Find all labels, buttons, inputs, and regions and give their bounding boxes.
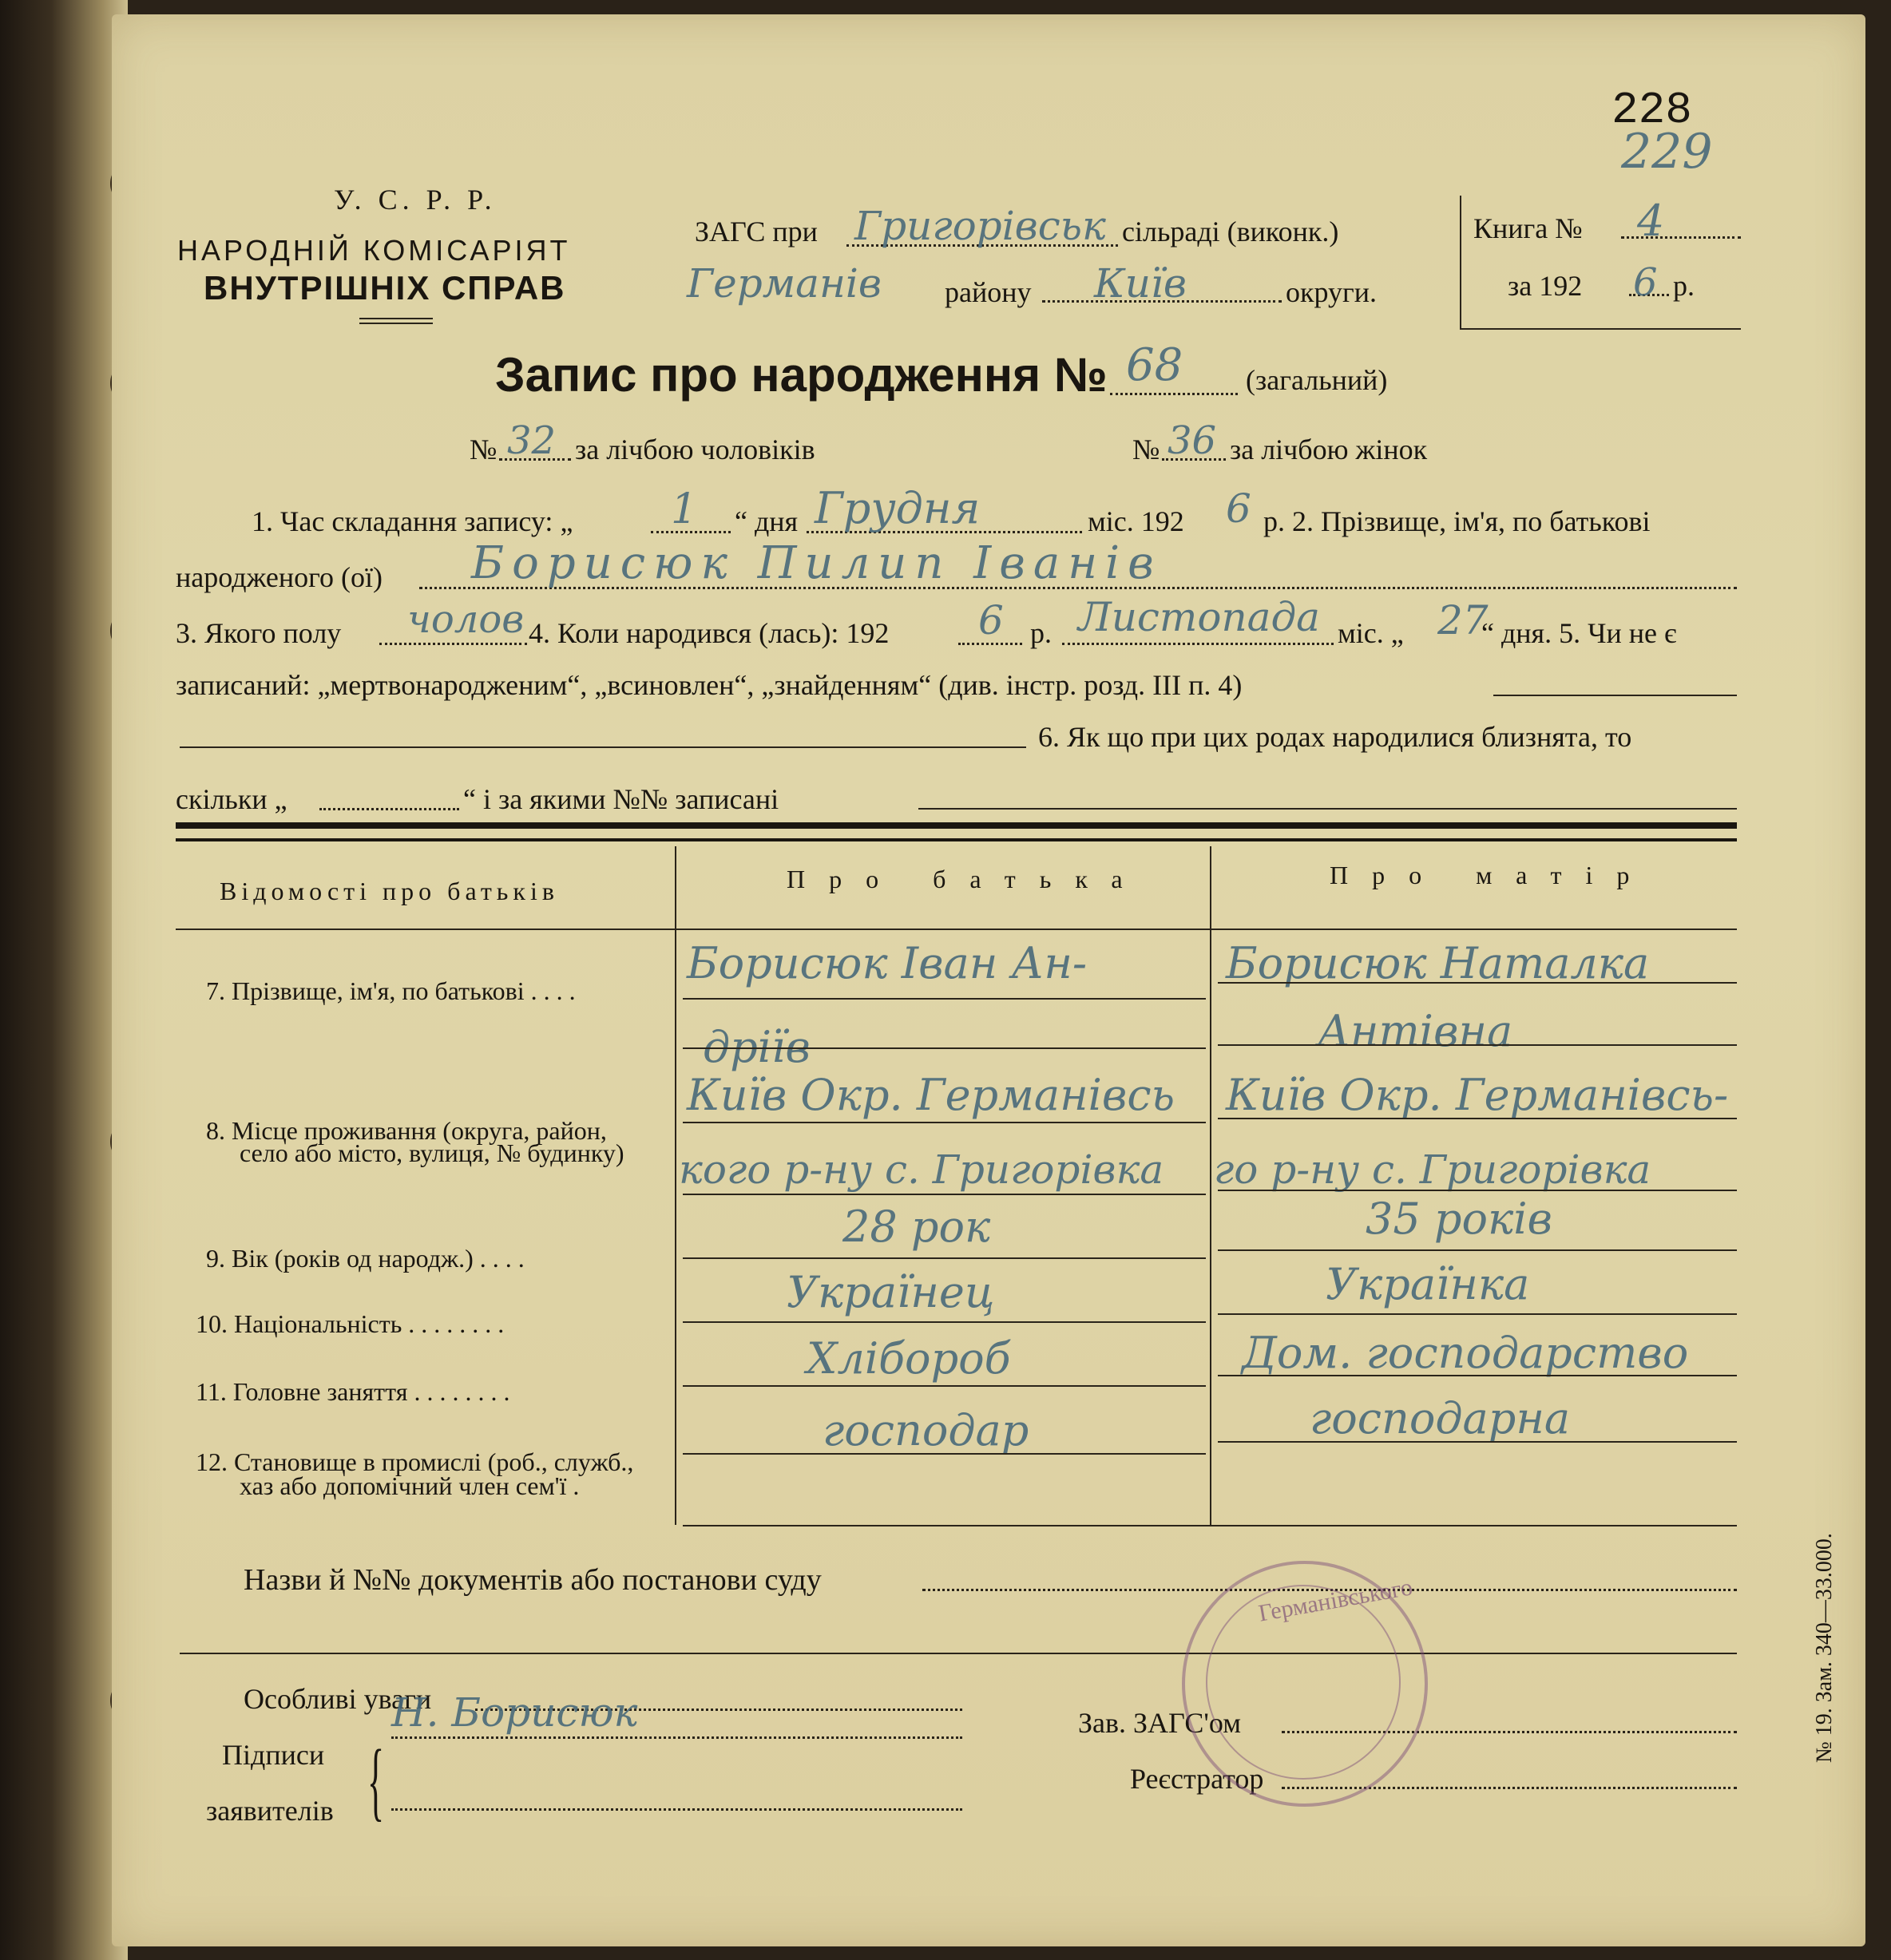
row-line [683,1122,1206,1123]
book-label: Книга № [1473,212,1583,244]
field1-day-value: 1 [671,485,698,533]
header-rule [359,323,433,324]
row7-father: Борисюк Іван Ан- [687,938,1088,988]
field4-r: р. [1030,617,1052,649]
field3-label: 3. Якого полу [176,617,342,649]
header-rule [359,318,433,319]
book-year-value: 6 [1633,260,1658,305]
row10-label: 10. Національність . . . . . . . . [196,1309,505,1338]
row8-father: Київ Окр. Германівсь [687,1070,1175,1120]
row-line [683,1257,1206,1259]
row12-father: господар [823,1405,1029,1455]
notes-label: Особливі уваги [244,1683,432,1715]
row9-father: 28 рок [842,1202,991,1252]
field4-month-line [1062,643,1334,645]
signatures-brace: { [367,1732,385,1829]
row8-father-2: кого р-ну с. Григорівка [679,1146,1164,1193]
male-count-prefix: № [470,434,498,465]
row-line [1218,1190,1737,1191]
row-line [683,1385,1206,1387]
row-line [1218,1441,1737,1443]
row7-mother-2: Антівна [1318,1006,1513,1056]
side-print: № 19. Зам. 340—33.000. [1812,1533,1837,1763]
okrug-label: округи. [1286,276,1378,308]
book-box-left [1460,196,1461,330]
district-label: району [945,276,1032,308]
field6b-label-a: скільки „ [176,783,287,815]
book-year-suffix: р. [1673,270,1695,302]
table-col1-header: Відомості про батьків [220,877,559,905]
row9-mother: 35 років [1366,1194,1552,1244]
field1-mis: міс. 192 [1088,505,1184,537]
table-col-divider-1 [675,846,676,1525]
table-col-divider-2 [1210,846,1211,1525]
row12-label-2: хаз або допомічний член сем'ї . [240,1471,580,1500]
field4-year-value: 6 [978,597,1004,643]
twins-count-line [319,808,459,810]
field4-mis: міс. „ [1338,617,1404,649]
female-count-label: за лічбою жінок [1230,434,1428,465]
signature-value: Н. Борисюк [391,1689,638,1736]
row-line [683,1525,1737,1526]
row11-mother: Дом. господарство [1242,1328,1689,1378]
row11-father: Хлібороб [807,1333,1011,1384]
table-top-rule [176,822,1737,829]
row10-mother: Українка [1326,1259,1530,1309]
field6-label: 6. Як що при цих родах народилися близнята, то [1038,721,1632,753]
field4-day-value: 27 [1437,597,1489,643]
row11-label: 11. Головне заняття . . . . . . . . [196,1377,510,1406]
row-line [1218,1118,1737,1119]
female-count-prefix: № [1132,434,1160,465]
field1-label: 1. Час складання запису: „ [252,505,573,537]
row-line [1218,1044,1737,1046]
field6b-label-b: “ і за якими №№ записані [463,783,779,815]
zags-suffix: сільраді (виконк.) [1122,216,1339,247]
row9-label: 9. Вік (років од народж.) . . . . [206,1244,525,1273]
twins-numbers-line [918,808,1737,810]
row7-mother: Борисюк Наталка [1226,938,1650,988]
field1-end: р. 2. Прізвище, ім'я, по батькові [1263,505,1651,537]
field3-line [379,643,527,645]
record-number-value: 68 [1126,339,1183,391]
book-binding [0,0,128,1960]
row-line [1218,1375,1737,1376]
head-label: Зав. ЗАГС'ом [1078,1707,1241,1739]
row7-label: 7. Прізвище, ім'я, по батькові . . . . [206,976,576,1005]
documents-line-2 [180,1653,1737,1654]
page-number: 228 [1612,85,1692,136]
male-count-label: за лічбою чоловіків [575,434,815,465]
zags-village-value: Григорівськ [854,203,1106,249]
field1-year-value: 6 [1226,485,1251,532]
book-value: 4 [1637,196,1665,246]
book-year-label: за 192 [1508,270,1583,302]
signature-line-2 [391,1808,962,1811]
field4-end: “ дня. 5. Чи не є [1481,617,1677,649]
page-number-handwritten: 229 [1621,124,1713,180]
row-line [1218,1313,1737,1315]
signatures-label2: заявителів [206,1795,334,1827]
field3-value: чолов [407,597,525,642]
record-title-suffix: (загальний) [1246,364,1388,396]
okrug-value: Київ [1094,260,1187,307]
field5-line [1493,695,1737,696]
row-line [1218,1249,1737,1251]
zags-prefix: ЗАГС при [695,216,818,247]
row8-label: 8. Місце проживання (округа, район, [206,1116,607,1145]
field1-mid: “ дня [735,505,799,537]
field2-value: Борисюк Пилип Іванів [471,537,1162,589]
row8-mother: Київ Окр. Германівсь- [1226,1070,1729,1120]
table-top-rule-2 [176,838,1737,841]
book-box-bottom [1460,328,1741,330]
row-line [683,1321,1206,1323]
row7-father-2: дріїв [703,1022,811,1072]
female-count-value: 36 [1168,418,1217,463]
ministry-line2: ВНУТРІШНІХ СПРАВ [204,269,566,307]
signature-line-1 [391,1736,962,1739]
ussr-label: У. С. Р. Р. [334,184,497,216]
field1-month-value: Грудня [815,483,981,533]
row-line [683,1453,1206,1455]
row-line [683,998,1206,1000]
field4-month-value: Листопада [1078,594,1320,640]
stamp-text: Германівського [1256,1574,1415,1627]
row10-father: Українец [787,1267,995,1317]
signatures-label1: Підписи [222,1739,325,1771]
row-line [683,1047,1206,1049]
field6-line [180,746,1026,748]
field4-label: 4. Коли народився (лась): 192 [529,617,890,649]
district-value: Германів [687,260,882,307]
documents-label: Назви й №№ документів або постанови суду [244,1563,822,1597]
field2-label: народженого (ої) [176,561,383,593]
ministry-line1: НАРОДНІЙ КОМІСАРІЯТ [177,234,571,267]
male-count-value: 32 [507,418,557,463]
row8-mother-2: го р-ну с. Григорівка [1214,1146,1651,1193]
row-line [1218,982,1737,984]
registrar-label: Реєстратор [1130,1763,1264,1795]
row-line [683,1194,1206,1195]
record-number-line [1110,393,1238,395]
row8-label-2: село або місто, вулиця, № будинку) [240,1138,624,1167]
row12-mother: господарна [1310,1393,1571,1443]
record-title: Запис про народження № [495,348,1108,402]
table-header-rule [176,929,1737,930]
row12-label: 12. Становище в промислі (роб., служб., [196,1447,634,1476]
field5-label: записаний: „мертвонародженим“, „всиновлен“, „знайденням“ (див. інстр. розд. III п. 4) [176,669,1243,701]
table-col3-header: Про матір [1330,861,1654,889]
table-col2-header: Про батька [787,865,1147,893]
